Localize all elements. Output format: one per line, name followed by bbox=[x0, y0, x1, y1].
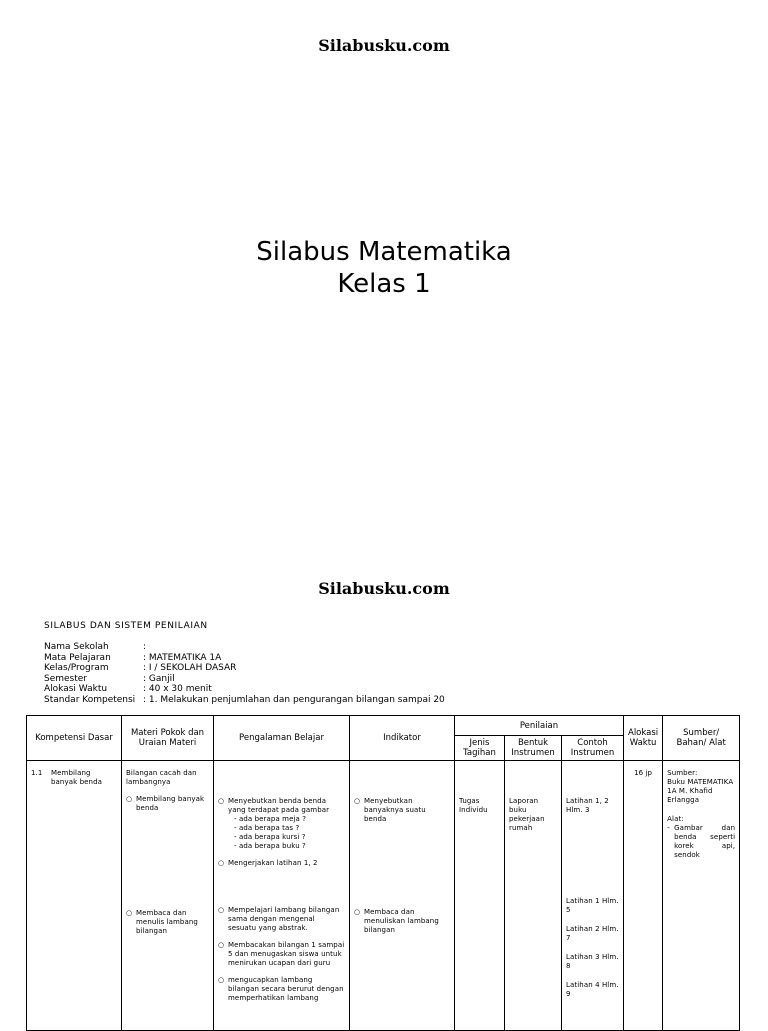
circle-bullet-icon: ○ bbox=[126, 909, 133, 917]
info-label: Semester bbox=[44, 673, 88, 684]
pengalaman-subitem: ada berapa tas ? bbox=[238, 824, 300, 832]
contoh-instrumen-item: Latihan 2 Hlm. 7 bbox=[566, 925, 619, 942]
info-value: : MATEMATIKA 1A bbox=[143, 652, 222, 663]
circle-bullet-icon: ○ bbox=[126, 795, 133, 803]
circle-bullet-icon: ○ bbox=[218, 859, 225, 867]
info-label: Standar Kompetensi bbox=[44, 694, 136, 705]
circle-bullet-icon: ○ bbox=[354, 908, 361, 916]
syllabus-table bbox=[26, 715, 740, 1031]
pengalaman-subitem: ada berapa buku ? bbox=[238, 842, 306, 850]
kd-text: Membilang banyak benda bbox=[51, 769, 102, 786]
pengalaman-subitem: ada berapa kursi ? bbox=[238, 833, 306, 841]
info-value: : 40 x 30 menit bbox=[143, 684, 212, 694]
circle-bullet-icon: ○ bbox=[218, 976, 225, 984]
header-pengalaman-belajar: Pengalaman Belajar bbox=[214, 716, 350, 761]
info-label: Nama Sekolah bbox=[44, 642, 109, 652]
section-heading: SILABUS DAN SISTEM PENILAIAN bbox=[44, 621, 208, 631]
materi-item: Membilang banyak benda bbox=[136, 795, 205, 812]
info-row-nama-sekolah bbox=[44, 642, 146, 653]
header-alokasi-waktu: Alokasi Waktu bbox=[624, 716, 663, 761]
pengalaman-item: mengucapkan lambang bilangan secara berurut dengan memperhatikan lambang bbox=[228, 976, 344, 1002]
circle-bullet-icon: ○ bbox=[218, 941, 225, 949]
materi-item: Membaca dan menulis lambang bilangan bbox=[136, 909, 198, 935]
contoh-instrumen-item: Latihan 1, 2 Hlm. 3 bbox=[566, 797, 609, 814]
pengalaman-item: Menyebutkan benda benda yang terdapat pada gambar bbox=[228, 797, 330, 814]
circle-bullet-icon: ○ bbox=[354, 797, 361, 805]
circle-bullet-icon: ○ bbox=[218, 797, 225, 805]
alat-text: Gambar dan benda seperti korek api, sendok bbox=[674, 824, 736, 859]
site-brand-middle: Silabusku.com bbox=[318, 579, 450, 598]
pengalaman-item: Mempelajari lambang bilangan sama dengan mengenal sesuatu yang abstrak. bbox=[228, 906, 340, 932]
info-label: Kelas/Program bbox=[44, 663, 109, 673]
cell-sumber: Sumber: Buku MATEMATIKA 1A M. Khafid Erlangga Alat: - Gambar dan benda seperti korek api, sendok bbox=[663, 761, 740, 1031]
info-row-alokasi-waktu bbox=[44, 684, 212, 695]
pengalaman-item: Mengerjakan latihan 1, 2 bbox=[228, 859, 318, 867]
pengalaman-item: Membacakan bilangan 1 sampai 5 dan menugaskan siswa untuk menirukan ucapan dari guru bbox=[228, 941, 345, 967]
contoh-instrumen-item: Latihan 3 Hlm. 8 bbox=[566, 953, 619, 970]
cell-jenis-tagihan bbox=[455, 761, 505, 1031]
cell-indikator bbox=[350, 761, 455, 1031]
document-title: Silabus Matematika bbox=[256, 237, 512, 267]
sumber-label: Sumber: bbox=[667, 769, 698, 777]
alat-label: Alat: bbox=[667, 815, 684, 823]
info-label: Mata Pelajaran bbox=[44, 652, 111, 663]
info-row-mata-pelajaran bbox=[44, 653, 221, 664]
sumber-text: Buku MATEMATIKA 1A M. Khafid Erlangga bbox=[667, 778, 734, 804]
kd-number: 1.1 bbox=[31, 769, 43, 777]
info-label: Alokasi Waktu bbox=[44, 684, 108, 694]
info-value: : bbox=[143, 642, 147, 652]
cell-kompetensi-dasar bbox=[27, 761, 122, 1031]
info-row-kelas-program bbox=[44, 663, 236, 674]
header-bentuk-instrumen: Bentuk Instrumen bbox=[505, 736, 562, 761]
info-row-standar-kompetensi bbox=[44, 695, 445, 706]
circle-bullet-icon: ○ bbox=[218, 906, 225, 914]
indikator-item: Membaca dan menuliskan lambang bilangan bbox=[364, 908, 439, 934]
contoh-instrumen-item: Latihan 4 Hlm. 9 bbox=[566, 981, 619, 998]
cell-materi-pokok bbox=[122, 761, 214, 1031]
info-value: : 1. Melakukan penjumlahan dan pengurangan bilangan sampai 20 bbox=[143, 694, 445, 705]
cell-bentuk-instrumen bbox=[505, 761, 562, 1031]
contoh-instrumen-item: Latihan 1 Hlm. 5 bbox=[566, 897, 619, 914]
bentuk-instrumen-value: Laporan buku pekerjaan rumah bbox=[509, 797, 545, 832]
info-value: : Ganjil bbox=[143, 673, 175, 684]
header-indikator: Indikator bbox=[350, 716, 455, 761]
header-penilaian: Penilaian bbox=[455, 716, 624, 736]
table-row bbox=[27, 761, 740, 1031]
header-jenis-tagihan: Jenis Tagihan bbox=[455, 736, 505, 761]
document-subtitle: Kelas 1 bbox=[337, 269, 431, 299]
alokasi-waktu-value: 16 jp bbox=[634, 769, 653, 777]
jenis-tagihan-value: Tugas Individu bbox=[459, 797, 488, 814]
info-value: : I / SEKOLAH DASAR bbox=[143, 663, 237, 673]
cell-pengalaman-belajar: ○ Menyebutkan benda benda yang terdapat pada gambar - ada berapa meja ? - ada berapa tas ? - ada berapa kursi ? - ada berapa buku ? ○ Mengerjakan latihan 1, 2 ○ Mempelajari lambang bilangan sama dengan mengenal sesuatu yang abstrak. ○ Membacakan bilangan 1 sampai 5 dan menugaskan siswa untuk menirukan ucapan dari guru ○ mengucapkan lambang bilangan secara berurut dengan memperhatikan lambang bbox=[214, 761, 350, 1031]
header-materi-pokok: Materi Pokok dan Uraian Materi bbox=[122, 716, 214, 761]
site-brand-top: Silabusku.com bbox=[318, 36, 450, 55]
info-row-semester bbox=[44, 674, 175, 685]
cell-alokasi-waktu bbox=[624, 761, 663, 1031]
indikator-item: Menyebutkan banyaknya suatu benda bbox=[364, 797, 426, 823]
header-kompetensi-dasar: Kompetensi Dasar bbox=[27, 716, 122, 761]
header-contoh-instrumen: Contoh Instrumen bbox=[562, 736, 624, 761]
cell-contoh-instrumen bbox=[562, 761, 624, 1031]
materi-intro: Bilangan cacah dan lambangnya bbox=[126, 769, 197, 786]
header-sumber: Sumber/ Bahan/ Alat bbox=[663, 716, 740, 761]
pengalaman-subitem: ada berapa meja ? bbox=[238, 815, 307, 823]
